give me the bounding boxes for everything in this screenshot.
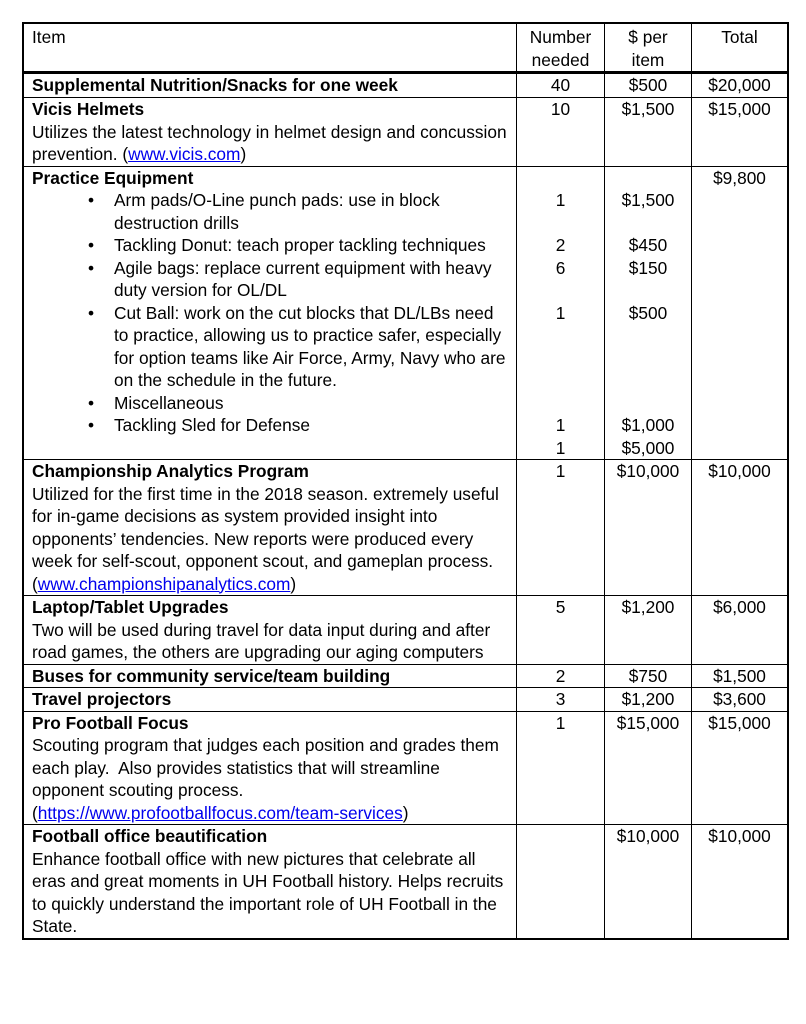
number-cell: 1	[517, 414, 605, 437]
number-cell: 40	[517, 74, 605, 97]
description-text: Utilized for the first time in the 2018 season. extremely useful for in-game decisions as system provided insight into opponents’ tendencies. New reports were produced every week for self-scout, opponent scout, and gameplan process.	[32, 483, 504, 571]
price-cell: $450	[605, 234, 692, 257]
link-paren-close: )	[402, 802, 409, 823]
price-cell: $1,000	[605, 414, 692, 437]
link-paren-open: (	[122, 144, 129, 164]
bullet-subrow	[24, 167, 692, 190]
total-cell: $15,000	[708, 712, 771, 733]
price-cell: $5,000	[605, 437, 692, 460]
number-cell: 5	[517, 596, 605, 664]
price-cell: $500	[605, 302, 692, 392]
bullet-item: • Tackling Donut: teach proper tackling techniques	[24, 234, 516, 257]
number-cell: 2	[517, 234, 605, 257]
description-text: Utilizes the latest technology in helmet design and concussion prevention.	[32, 121, 512, 164]
link-line	[32, 573, 508, 596]
bullet-subrow	[24, 437, 692, 460]
row-title: Pro Football Focus	[32, 712, 189, 733]
bullet-subrow	[24, 189, 692, 234]
row-description	[24, 121, 516, 166]
table-row	[24, 595, 787, 664]
header-price-line2: item	[631, 49, 665, 70]
bullets-main	[24, 167, 692, 460]
number-cell: 2	[517, 665, 605, 688]
item-cell	[24, 437, 517, 460]
row-description	[24, 734, 516, 824]
row-link[interactable]: www.vicis.com	[128, 144, 241, 164]
item-cell	[24, 98, 517, 166]
item-cell	[24, 712, 517, 825]
table-row	[24, 664, 787, 688]
table-row	[24, 459, 787, 595]
header-price-per-item	[605, 24, 692, 71]
row-title: Travel projectors	[32, 689, 172, 709]
price-cell: $500	[605, 74, 692, 97]
number-cell: 1	[517, 189, 605, 234]
number-cell: 10	[517, 98, 605, 166]
item-cell	[24, 460, 517, 595]
header-price-line1: $ per	[628, 27, 668, 47]
price-cell: $1,500	[605, 98, 692, 166]
number-cell	[517, 392, 605, 415]
item-cell	[24, 825, 517, 938]
row-title: Supplemental Nutrition/Snacks for one week	[32, 75, 398, 95]
bullet-item	[24, 437, 516, 460]
price-cell: $10,000	[605, 825, 692, 938]
number-cell: 6	[517, 257, 605, 302]
row-title: Laptop/Tablet Upgrades	[32, 597, 229, 617]
number-cell: 1	[517, 712, 605, 825]
link-paren-close: )	[240, 144, 247, 164]
bullet-item: • Tackling Sled for Defense	[24, 414, 516, 437]
row-title: Vicis Helmets	[32, 99, 145, 119]
link-paren-open: (	[32, 802, 38, 823]
link-paren-open: (	[32, 573, 38, 594]
bullet-subrow	[24, 302, 692, 392]
number-cell	[517, 825, 605, 938]
row-description	[24, 483, 516, 596]
price-cell	[605, 392, 692, 415]
row-title: Championship Analytics Program	[32, 461, 309, 481]
row-link[interactable]: www.championshipanalytics.com	[37, 573, 291, 594]
total-cell: $10,000	[708, 461, 771, 481]
item-cell	[24, 189, 517, 234]
row-title: Buses for community service/team building	[32, 665, 391, 686]
item-cell	[24, 596, 517, 664]
table-row	[24, 166, 787, 460]
price-cell: $1,200	[605, 688, 692, 711]
header-number-line2: needed	[531, 49, 590, 70]
bullet-subrow	[24, 392, 692, 415]
item-cell	[24, 665, 517, 688]
bullet-item: • Arm pads/O-Line punch pads: use in block destruction drills	[24, 189, 516, 234]
table-row	[24, 711, 787, 825]
number-cell: 1	[517, 302, 605, 392]
price-cell: $10,000	[605, 460, 692, 595]
bullet-item: • Agile bags: replace current equipment with heavy duty version for OL/DL	[24, 257, 516, 302]
item-cell	[24, 392, 517, 415]
item-cell	[24, 257, 517, 302]
row-description	[24, 619, 516, 664]
table-row	[24, 687, 787, 711]
item-cell	[24, 74, 517, 97]
price-cell: $1,200	[605, 596, 692, 664]
budget-table	[22, 22, 789, 940]
table-header	[24, 24, 787, 74]
description-text: Enhance football office with new pictures that celebrate all eras and great moments in UH Football history. Helps recruits to quickly understand the important role of UH Football in the State.	[32, 848, 509, 936]
number-cell	[517, 167, 605, 190]
total-cell: $1,500	[713, 665, 766, 686]
total-cell: $6,000	[713, 597, 766, 617]
price-cell: $150	[605, 257, 692, 302]
number-cell: 3	[517, 688, 605, 711]
header-number-line1: Number	[529, 27, 592, 47]
link-line	[32, 802, 508, 825]
bullet-item: • Cut Ball: work on the cut blocks that DL/LBs need to practice, allowing us to practice safer, especially for option teams like Air Force, Army, Navy who are on the schedule in the future.	[24, 302, 516, 392]
price-cell	[605, 167, 692, 190]
total-cell: $10,000	[708, 826, 771, 846]
budget-table-body	[24, 74, 787, 938]
price-cell: $1,500	[605, 189, 692, 234]
bullet-subrow	[24, 257, 692, 302]
item-cell	[24, 234, 517, 257]
table-row	[24, 824, 787, 938]
price-cell: $750	[605, 665, 692, 688]
total-cell: $15,000	[708, 99, 771, 119]
row-description	[24, 848, 516, 938]
item-cell	[24, 302, 517, 392]
header-item: Item	[24, 24, 517, 71]
header-total: Total	[721, 27, 758, 47]
item-cell	[24, 167, 517, 190]
description-text: Two will be used during travel for data input during and after road games, the others are upgrading our aging computers	[32, 619, 496, 662]
total-cell: $20,000	[708, 75, 771, 95]
bullet-subrow	[24, 234, 692, 257]
price-cell: $15,000	[605, 712, 692, 825]
header-number-needed	[517, 24, 605, 71]
row-title: Practice Equipment	[32, 167, 194, 188]
table-row	[24, 74, 787, 97]
bullet-subrow	[24, 414, 692, 437]
total-cell: $3,600	[713, 689, 766, 709]
bullet-item: • Miscellaneous	[24, 392, 516, 415]
item-cell	[24, 414, 517, 437]
description-text: Scouting program that judges each position and grades them each play. Also provides statistics that will streamline opponent scouting process.	[32, 735, 504, 800]
table-row	[24, 97, 787, 166]
total-cell: $9,800	[713, 167, 766, 188]
number-cell: 1	[517, 460, 605, 595]
item-cell	[24, 688, 517, 711]
link-paren-close: )	[290, 573, 297, 594]
number-cell: 1	[517, 437, 605, 460]
row-title: Football office beautification	[32, 826, 268, 846]
row-link[interactable]: https://www.profootballfocus.com/team-services	[37, 802, 403, 823]
